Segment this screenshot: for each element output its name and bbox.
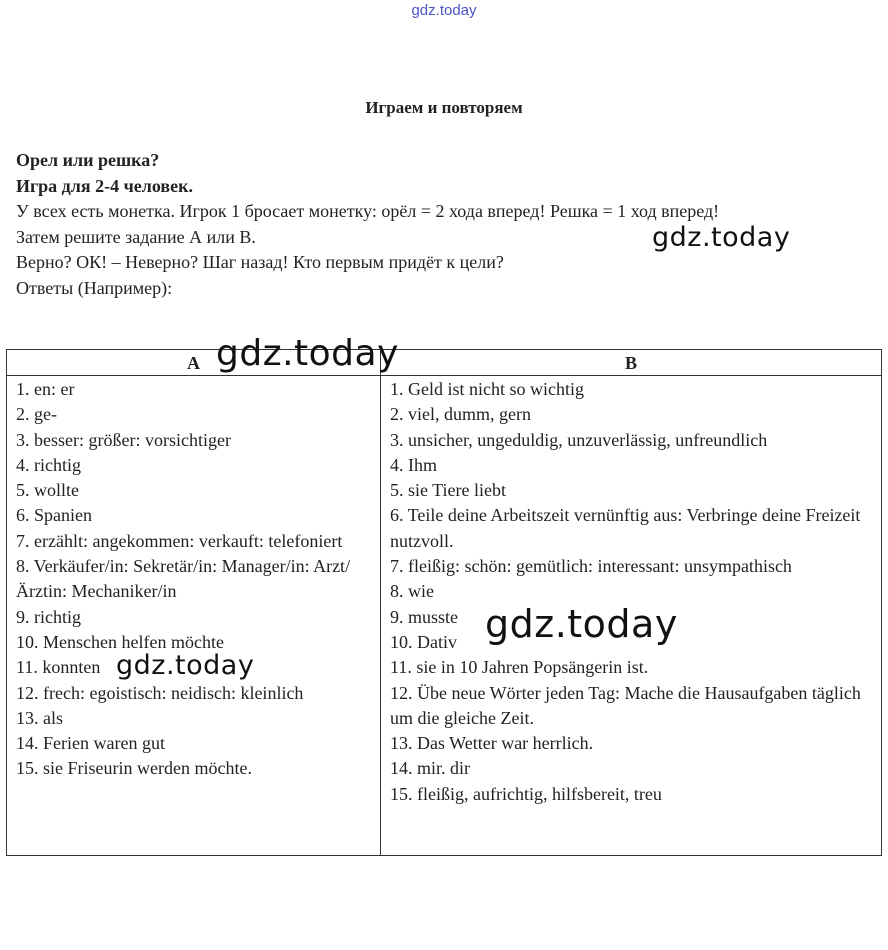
answer-a-item: 8. Verkäufer/in: Sekretär/in: Manager/in: Arzt/ Ärztin: Mechaniker/in	[16, 556, 351, 602]
answer-b-item: 7. fleißig: schön: gemütlich: interessant: unsympathisch	[390, 556, 792, 577]
answer-b-item: 4. Ihm	[390, 454, 437, 475]
answer-b-item: 2. viel, dumm, gern	[390, 404, 531, 425]
column-header-b: В	[624, 353, 637, 373]
answer-a-item: 5. wollte	[16, 480, 79, 501]
column-divider	[380, 350, 381, 855]
page-title: Играем и повторяем	[365, 98, 523, 117]
answer-a-item: 10. Menschen helfen möchte	[16, 631, 224, 652]
answer-b-item: 15. fleißig, aufrichtig, hilfsbereit, treu	[390, 783, 662, 804]
header-divider	[7, 375, 881, 376]
watermark-overlay: gdz.today	[216, 333, 399, 374]
answer-b-item: 5. sie Tiere liebt	[390, 480, 506, 501]
answer-b-item: 1. Geld ist nicht so wichtig	[390, 379, 584, 399]
answer-a-item: 1. en: er	[16, 379, 75, 399]
answer-a-item: 13. als	[16, 707, 63, 728]
watermark-overlay: gdz.today	[116, 650, 255, 681]
watermark-overlay: gdz.today	[652, 222, 791, 253]
answer-a-item: 11. konnten	[16, 657, 101, 678]
column-header-a: А	[187, 353, 200, 373]
answer-b-item: 9. musste	[390, 606, 459, 627]
answer-b-item: 8. wie	[390, 581, 434, 602]
answers-table	[6, 349, 882, 856]
answer-b-item: 14. mir. dir	[390, 758, 470, 779]
answer-a-item: 6. Spanien	[16, 505, 92, 526]
intro-answers-label: Ответы (Например):	[16, 277, 173, 298]
answer-b-item: 6. Teile deine Arbeitszeit vernünftig aus: Verbringe deine Freizeit nutzvoll.	[390, 505, 861, 551]
watermark-overlay: gdz.today	[485, 602, 678, 646]
intro-heading-2: Игра для 2-4 человек.	[16, 175, 193, 196]
intro-task-text: Затем решите задание А или В.	[16, 226, 256, 247]
answer-a-item: 3. besser: größer: vorsichtiger	[16, 429, 231, 450]
answer-b-item: 13. Das Wetter war herrlich.	[390, 733, 594, 754]
answer-a-item: 15. sie Friseurin werden möchte.	[16, 758, 252, 779]
answer-b-item: 3. unsicher, ungeduldig, unzuverlässig, unfreundlich	[390, 429, 768, 450]
answer-a-item: 2. ge-	[16, 404, 57, 425]
answer-b-item: 12. Übe neue Wörter jeden Tag: Mache die Hausaufgaben täglich um die gleiche Zeit.	[390, 682, 861, 728]
answer-b-item: 10. Dativ	[390, 631, 457, 652]
intro-rules-text: У всех есть монетка. Игрок 1 бросает монетку: орёл = 2 хода вперед! Решка = 1 ход вперед!	[16, 201, 720, 221]
answer-a-item: 12. frech: egoistisch: neidisch: kleinlich	[16, 682, 304, 703]
answer-b-item: 11. sie in 10 Jahren Popsängerin ist.	[390, 657, 649, 678]
column-a-list	[16, 377, 366, 782]
watermark-top: gdz.today	[411, 2, 477, 19]
answer-a-item: 14. Ferien waren gut	[16, 733, 165, 754]
answer-a-item: 7. erzählt: angekommen: verkauft: telefoniert	[16, 530, 343, 551]
answer-a-item: 9. richtig	[16, 606, 81, 627]
intro-heading-1: Орел или решка?	[16, 150, 160, 170]
column-b-list	[390, 377, 868, 807]
intro-check-text: Верно? ОК! – Неверно? Шаг назад! Кто первым придёт к цели?	[16, 252, 504, 272]
answer-a-item: 4. richtig	[16, 454, 81, 475]
